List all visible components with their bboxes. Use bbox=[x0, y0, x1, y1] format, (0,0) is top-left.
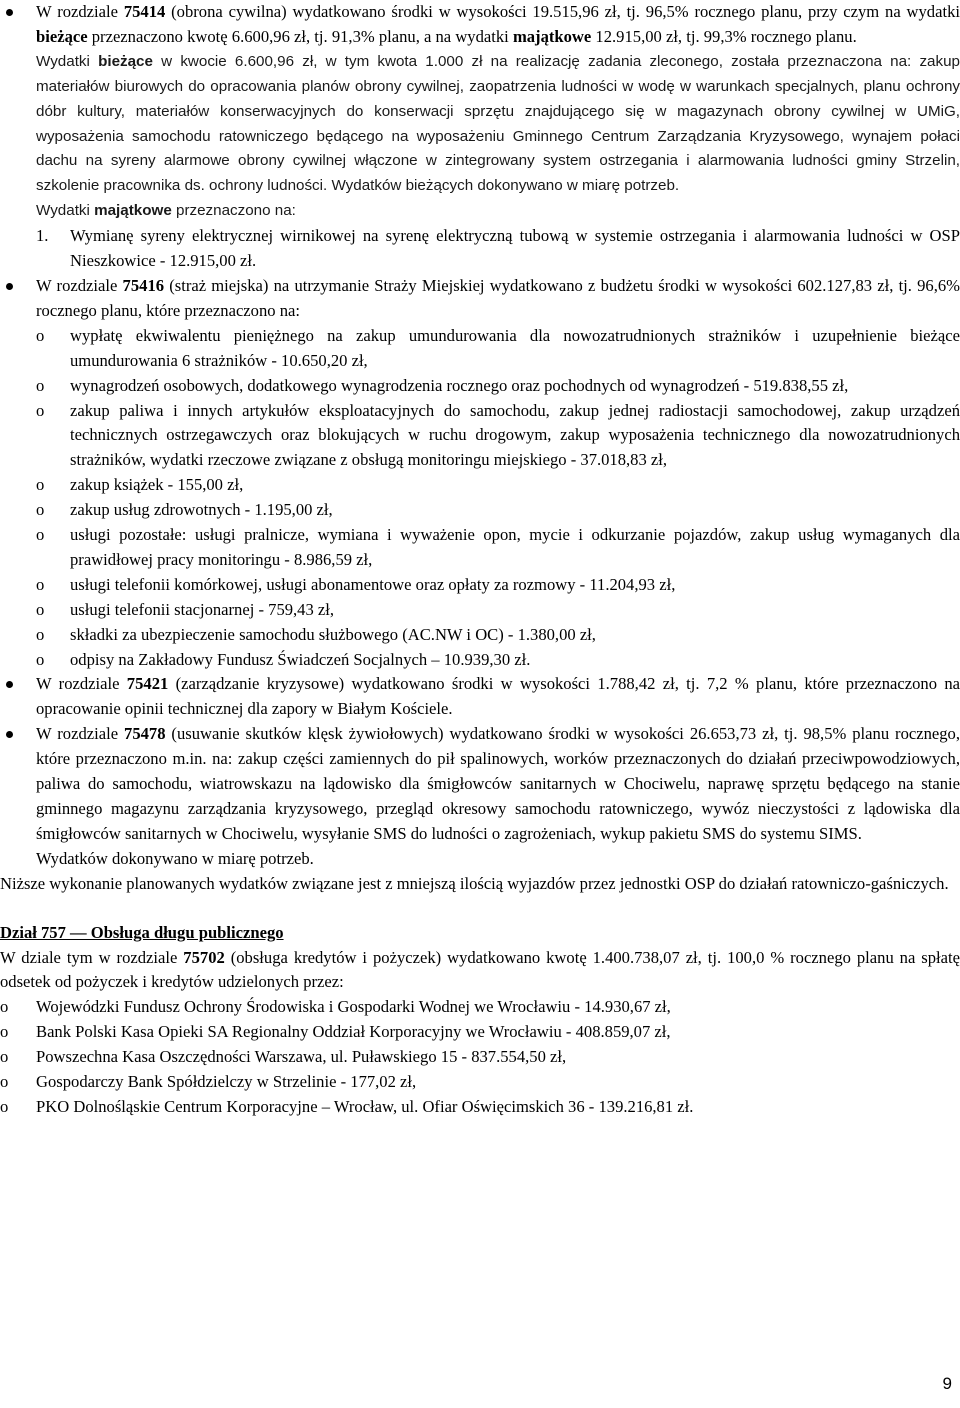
item-text: wynagrodzeń osobowych, dodatkowego wynagrodzenia rocznego oraz pochodnych od wynagrodzeń - 519.838,55 zł, bbox=[70, 375, 849, 395]
paragraph-75414 bbox=[0, 0, 960, 50]
text: (zarządzanie kryzysowe) wydatkowano środki w wysokości 1.788,42 zł, tj. 7,2 % planu, które przeznaczono na opracowanie opinii technicznej dla zapory w Białym Kościele. bbox=[36, 674, 960, 719]
text: W rozdziale bbox=[36, 724, 125, 744]
item-number: 1. bbox=[36, 226, 49, 246]
list-75416 bbox=[0, 324, 960, 673]
list-item bbox=[0, 598, 960, 623]
text: Wydatków dokonywano w miarę potrzeb. bbox=[36, 848, 314, 868]
paragraph-wydatki-majatkowe bbox=[0, 199, 960, 224]
text: (obsługa kredytów i pożyczek) wydatkowano kwotę 1.400.738,07 zł, tj. 100,0 % rocznego planu na spłatę odsetek od pożyczek i kredytów udzielonych przez: bbox=[0, 947, 960, 992]
item-text: PKO Dolnośląskie Centrum Korporacyjne – Wrocław, ul. Ofiar Oświęcimskich 36 - 139.216,81 zł. bbox=[36, 1096, 694, 1116]
item-text: Gospodarczy Bank Spółdzielczy w Strzelinie - 177,02 zł, bbox=[36, 1072, 417, 1092]
text: W rozdziale bbox=[36, 674, 127, 694]
emphasis: majątkowe bbox=[512, 26, 592, 46]
list-marker: o bbox=[36, 375, 45, 395]
item-text: Powszechna Kasa Oszczędności Warszawa, ul. Puławskiego 15 - 837.554,50 zł, bbox=[36, 1047, 567, 1067]
list-item bbox=[0, 1095, 960, 1120]
list-marker: o bbox=[36, 500, 45, 520]
item-text: zakup książek - 155,00 zł, bbox=[70, 475, 244, 495]
list-item bbox=[0, 523, 960, 573]
list-marker: o bbox=[36, 574, 45, 594]
list-item bbox=[0, 1045, 960, 1070]
spacer bbox=[0, 897, 960, 921]
numbered-item bbox=[0, 224, 960, 274]
list-marker: o bbox=[36, 525, 45, 545]
item-text: wypłatę ekwiwalentu pieniężnego na zakup umundurowania dla nowozatrudnionych strażników i uzupełnienie bieżące umundurowania 6 strażników - 10.650,20 zł, bbox=[70, 325, 960, 370]
list-marker: o bbox=[0, 1022, 9, 1042]
list-item bbox=[0, 648, 960, 673]
chapter-number: 75414 bbox=[123, 2, 166, 21]
list-item bbox=[0, 324, 960, 374]
item-text: Bank Polski Kasa Opieki SA Regionalny Oddział Korporacyjny we Wrocławiu - 408.859,07 zł, bbox=[36, 1022, 671, 1042]
list-item bbox=[0, 995, 960, 1020]
paragraph-75478 bbox=[0, 722, 960, 847]
list-item bbox=[0, 623, 960, 648]
text: W rozdziale bbox=[36, 2, 124, 21]
chapter-number: 75421 bbox=[126, 674, 169, 694]
emphasis: majątkowe bbox=[94, 202, 172, 220]
list-item bbox=[0, 473, 960, 498]
text: W rozdziale bbox=[36, 275, 123, 295]
list-item bbox=[0, 399, 960, 474]
text: w kwocie 6.600,96 zł, w tym kwota 1.000 zł na realizację zadania zleconego, została przeznaczona na: zakup materiałów biurowych do opracowania planów obrony cywilnej, zaopatrzenia ludności w wodę w warunkach specjalnych, planu ochrony dóbr kultury, materiałów konserwacyjnych do konserwacji sprzętu znajdującego się w magazynach obrony cywilnej w UMiG, wyposażenia samochodu ratowniczego będącego na wyposażeniu Gminnego Centrum Zarządzania Kryzysowego, wynajem połaci dachu na syreny alarmowe obrony cywilnej włączone w zintegrowany system ostrzegania i alarmowania ludności gminy Strzelin, szkolenie pracownika ds. ochrony ludności. Wydatków bieżących dokonywano w miarę potrzeb. bbox=[36, 52, 960, 195]
text: W dziale tym w rozdziale bbox=[0, 947, 184, 967]
paragraph-75416 bbox=[0, 274, 960, 324]
list-marker: o bbox=[36, 400, 45, 420]
chapter-number: 75702 bbox=[183, 947, 225, 967]
section-heading: Dział 757 — Obsługa długu publicznego bbox=[0, 922, 284, 942]
list-item bbox=[0, 1070, 960, 1095]
text: 12.915,00 zł, tj. 99,3% rocznego planu. bbox=[591, 26, 857, 46]
paragraph-75478-note bbox=[0, 847, 960, 872]
chapter-number: 75478 bbox=[124, 724, 166, 744]
list-marker: o bbox=[36, 624, 45, 644]
text: Wydatki bbox=[36, 52, 99, 70]
list-marker: o bbox=[36, 599, 45, 619]
item-text: składki za ubezpieczenie samochodu służbowego (AC.NW i OC) - 1.380,00 zł, bbox=[70, 624, 596, 644]
item-text: Wymianę syreny elektrycznej wirnikowej na syrenę elektryczną tubową w systemie ostrzegania i alarmowania ludności w OSP Nieszkowice - 12.915,00 zł. bbox=[70, 226, 960, 271]
item-text: usługi telefonii stacjonarnej - 759,43 zł, bbox=[70, 599, 335, 619]
list-item bbox=[0, 374, 960, 399]
list-marker: o bbox=[36, 649, 45, 669]
list-item bbox=[0, 1020, 960, 1045]
list-item bbox=[0, 573, 960, 598]
item-text: odpisy na Zakładowy Fundusz Świadczeń Socjalnych – 10.939,30 zł. bbox=[70, 649, 531, 669]
list-marker: o bbox=[0, 1096, 9, 1116]
text: (usuwanie skutków klęsk żywiołowych) wydatkowano środki w wysokości 26.653,73 zł, tj. 98,5% planu rocznego, które przeznaczono m.in. na: zakup części zamiennych do pił spalinowych, worków przeznaczonych do działań przeciwpowodziowych, paliwa do samochodu, wiatrowskazu na lądowisko dla śmigłowców sanitarnych w Chociwelu, naprawę sprzętu będącego na stanie gminnego magazynu zarządzania kryzysowego, przegląd okresowy samochodu ratowniczego, wywóz nieczystości z lądowiska dla śmigłowców sanitarnych w Chociwelu, wysyłanie SMS do ludności o zagrożeniach, wykup pakietu SMS do systemu SIMS. bbox=[36, 724, 960, 843]
text: Niższe wykonanie planowanych wydatków związane jest z mniejszą ilością wyjazdów przez jednostki OSP do działań ratowniczo-gaśniczych. bbox=[0, 873, 949, 893]
text: przeznaczono kwotę 6.600,96 zł, tj. 91,3% planu, a na wydatki bbox=[87, 26, 513, 46]
item-text: zakup usług zdrowotnych - 1.195,00 zł, bbox=[70, 500, 333, 520]
list-marker: o bbox=[36, 325, 45, 345]
list-item bbox=[0, 498, 960, 523]
item-text: Wojewódzki Fundusz Ochrony Środowiska i Gospodarki Wodnej we Wrocławiu - 14.930,67 zł, bbox=[36, 997, 671, 1017]
list-marker: o bbox=[0, 1072, 9, 1092]
text: przeznaczono na: bbox=[171, 202, 296, 220]
chapter-number: 75416 bbox=[122, 275, 165, 295]
list-marker: o bbox=[0, 997, 9, 1017]
paragraph-wydatki-biezace bbox=[0, 50, 960, 199]
paragraph-75421 bbox=[0, 672, 960, 722]
list-marker: o bbox=[36, 475, 45, 495]
page-number: 9 bbox=[942, 1374, 952, 1393]
list-marker: o bbox=[0, 1047, 9, 1067]
list-75702 bbox=[0, 995, 960, 1120]
paragraph-summary bbox=[0, 872, 960, 897]
item-text: usługi pozostałe: usługi pralnicze, wymiana i wyważenie opon, mycie i odkurzanie pojazdów, zakup usług wymaganych dla prawidłowej pracy monitoringu - 8.986,59 zł, bbox=[70, 525, 960, 569]
text: Wydatki bbox=[36, 202, 95, 220]
paragraph-75702 bbox=[0, 946, 960, 996]
item-text: zakup paliwa i innych artykułów eksploatacyjnych do samochodu, zakup jednej radiostacji samochodowej, zakup urządzeń technicznych ostrzegawczych oraz blokujących w ruchu drogowym, zakup wyposażenia technicznego dla nowozatrudnionych strażników, wydatki rzeczowe związane z obsługą monitoringu miejskiego - 37.018,83 zł, bbox=[70, 400, 960, 470]
emphasis: bieżące bbox=[36, 26, 88, 46]
item-text: usługi telefonii komórkowej, usługi abonamentowe oraz opłaty za rozmowy - 11.204,93 zł, bbox=[70, 574, 676, 594]
text: (straż miejska) na utrzymanie Straży Miejskiej wydatkowano z budżetu środki w wysokości 602.127,83 zł, tj. 96,6% rocznego planu, które przeznaczono na: bbox=[36, 275, 960, 320]
emphasis: bieżące bbox=[98, 52, 153, 70]
text: (obrona cywilna) wydatkowano środki w wysokości 19.515,96 zł, tj. 96,5% rocznego planu, przy czym na wydatki bbox=[165, 2, 960, 21]
